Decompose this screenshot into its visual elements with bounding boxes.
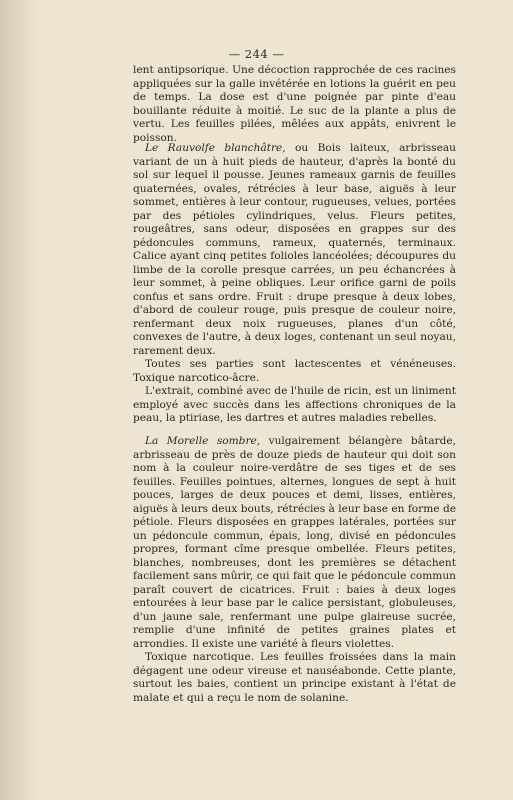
paragraph-antipsorique: lent antipsorique. Une décoction rapprochée de ces racines appliquées sur la galle invétérée en lotions la guérit en peu de temps. La dose est d'une poignée par pinte d'eau bouillante réduite à moitié. Le suc de la plante a plus de vertu. Les feuilles pilées, mêlées aux appâts, enivrent le poisson. xyxy=(133,64,456,144)
text-block-rauvolfe xyxy=(133,142,456,426)
paragraph-rauvolfe-usage: L'extrait, combiné avec de l'huile de ricin, est un liniment employé avec succès dans les affections chroniques de la peau, la ptiriase, les dartres et autres maladies rebelles. xyxy=(133,385,456,424)
paragraph-rauvolfe-toxicity: Toutes ses parties sont lactescentes et vénéneuses. Toxique narcotico-âcre. xyxy=(133,358,456,384)
paragraph-rauvolfe-description xyxy=(133,142,456,358)
plant-name-morelle: La Morelle sombre, xyxy=(145,435,261,447)
rauvolfe-description-text: ou Bois laiteux, arbrisseau variant de un à huit pieds de hauteur, d'après la bonté du sol sur lequel il pousse. Jeunes rameaux garnis de feuilles quaternées, ovales, rétrécies à leur base, aiguës à leur sommet, entières à leur contour, rugueuses, velues, portées par des pétioles cylindriques, velus. Fleurs petites, rougeâtres, sans odeur, disposées en grappes sur des pédoncules communs, rameux, quaternés, terminaux. Calice ayant cinq petites folioles lancéolées; découpures du limbe de la corolle presque carrées, un peu échancrées à leur sommet, à peine obliques. Leur orifice garni de poils confus et sans ordre. Fruit : drupe presque à deux lobes, d'abord de couleur rouge, puis presque de couleur noire, renfermant deux noix rugueuses, planes d'un côté, convexes de l'autre, à deux loges, contenant un seul noyau, rarement deux. xyxy=(133,142,456,357)
paragraph-morelle-description xyxy=(133,435,456,651)
text-block-morelle xyxy=(133,435,456,705)
text-block-intro xyxy=(133,64,456,145)
morelle-description-text: vulgairement bélangère bâtarde, arbrisseau de près de douze pieds de hauteur qui doit son nom à la couleur noire-verdâtre de ses tiges et de ses feuilles. Feuilles pointues, alternes, longues de sept à huit pouces, larges de deux pouces et demi, lisses, entières, aiguës à leurs deux bouts, rétrécies à leur base en forme de pétiole. Fleurs disposées en grappes latérales, portées sur un pédoncule commun, épais, long, divisé en pédoncules propres, formant cîme presque ombellée. Fleurs petites, blanches, nombreuses, dont les premières se détachent facilement sans mûrir, ce qui fait que le pédoncule commun paraît couvert de cicatrices. Fruit : baies à deux loges entourées à leur base par le calice persistant, globuleuses, d'un jaune sale, renfermant une pulpe glaireuse sucrée, remplie d'une infinité de petites graines plates et arrondies. Il existe une variété à fleurs violettes. xyxy=(133,435,456,650)
plant-name-rauvolfe: Le Rauvolfe blanchâtre, xyxy=(145,142,286,154)
page-number: — 244 — xyxy=(228,47,285,61)
paragraph-morelle-toxicity: Toxique narcotique. Les feuilles froissées dans la main dégagent une odeur vireuse et nauséabonde. Cette plante, surtout les baies, contient un principe existant à l'état de malate et qui a reçu le nom de solanine. xyxy=(133,651,456,704)
